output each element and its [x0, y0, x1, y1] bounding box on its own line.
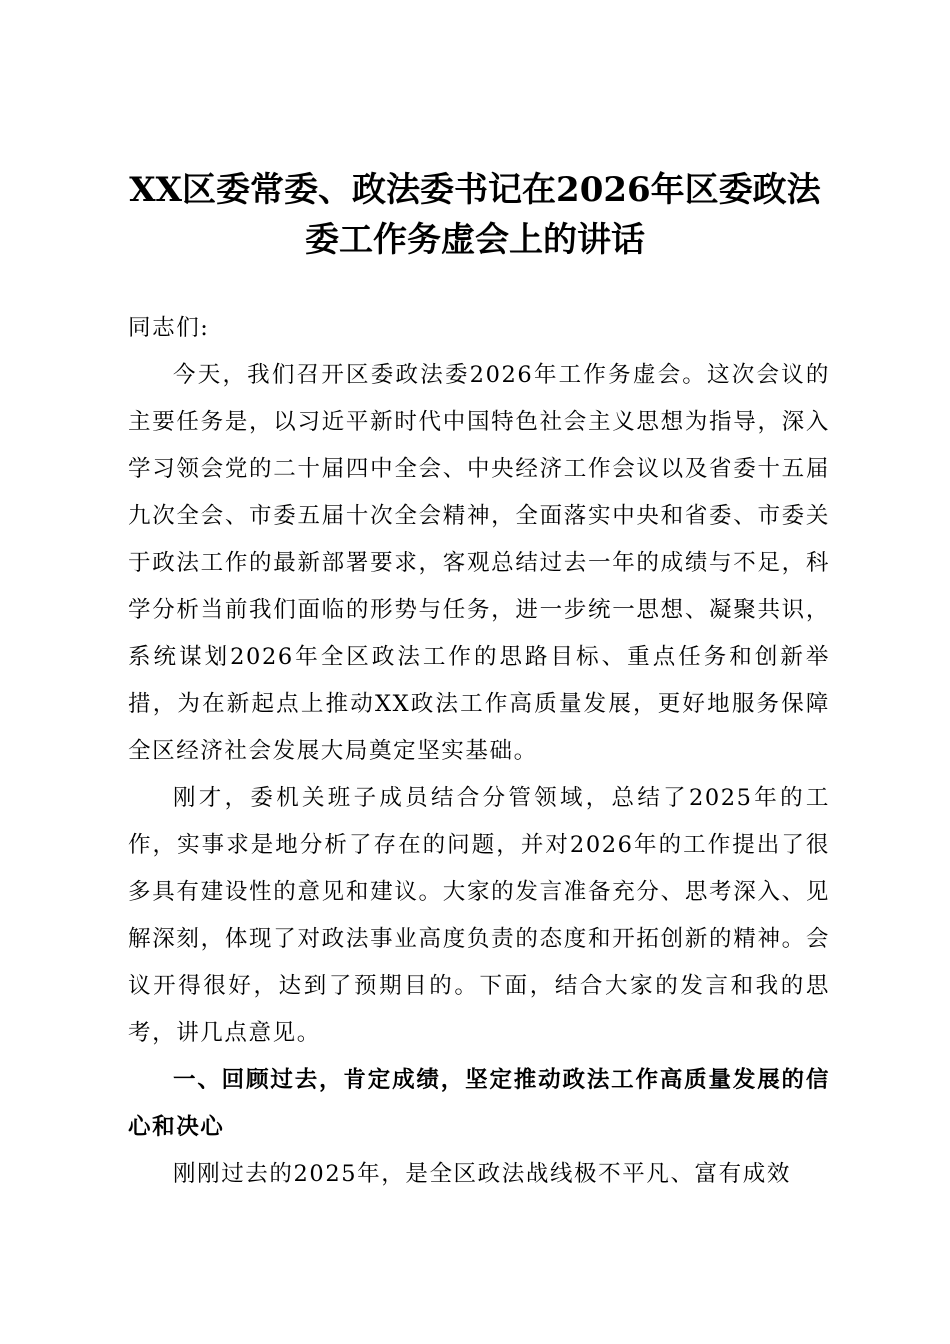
document-title — [110, 165, 840, 265]
section-1-heading: 一、回顾过去，肯定成绩，坚定推动政法工作高质量发展的信心和决心 — [128, 1067, 830, 1140]
title-line-1: XX区委常委、政法委书记在2026年区委政法 — [129, 170, 821, 210]
salutation: 同志们: — [128, 315, 210, 341]
document-body — [128, 305, 830, 1198]
paragraph-review: 刚才，委机关班子成员结合分管领域，总结了2025年的工作，实事求是地分析了存在的问题，并对2026年的工作提出了很多具有建设性的意见和建议。大家的发言准备充分、思考深入、见解深刻，体现了对政法事业高度负责的态度和开拓创新的精神。会议开得很好，达到了预期目的。下面，结合大家的发言和我的思考，讲几点意见。 — [128, 785, 830, 1046]
paragraph-opening: 今天，我们召开区委政法委2026年工作务虚会。这次会议的主要任务是，以习近平新时代中国特色社会主义思想为指导，深入学习领会党的二十届四中全会、中央经济工作会议以及省委十五届九次全会、市委五届十次全会精神，全面落实中央和省委、市委关于政法工作的最新部署要求，客观总结过去一年的成绩与不足，科学分析当前我们面临的形势与任务，进一步统一思想、凝聚共识，系统谋划2026年全区政法工作的思路目标、重点任务和创新举措，为在新起点上推动XX政法工作高质量发展，更好地服务保障全区经济社会发展大局奠定坚实基础。 — [128, 362, 830, 764]
section-1-paragraph: 刚刚过去的2025年，是全区政法战线极不平凡、富有成效 — [173, 1161, 791, 1187]
title-line-2: 委工作务虚会上的讲话 — [305, 220, 645, 260]
